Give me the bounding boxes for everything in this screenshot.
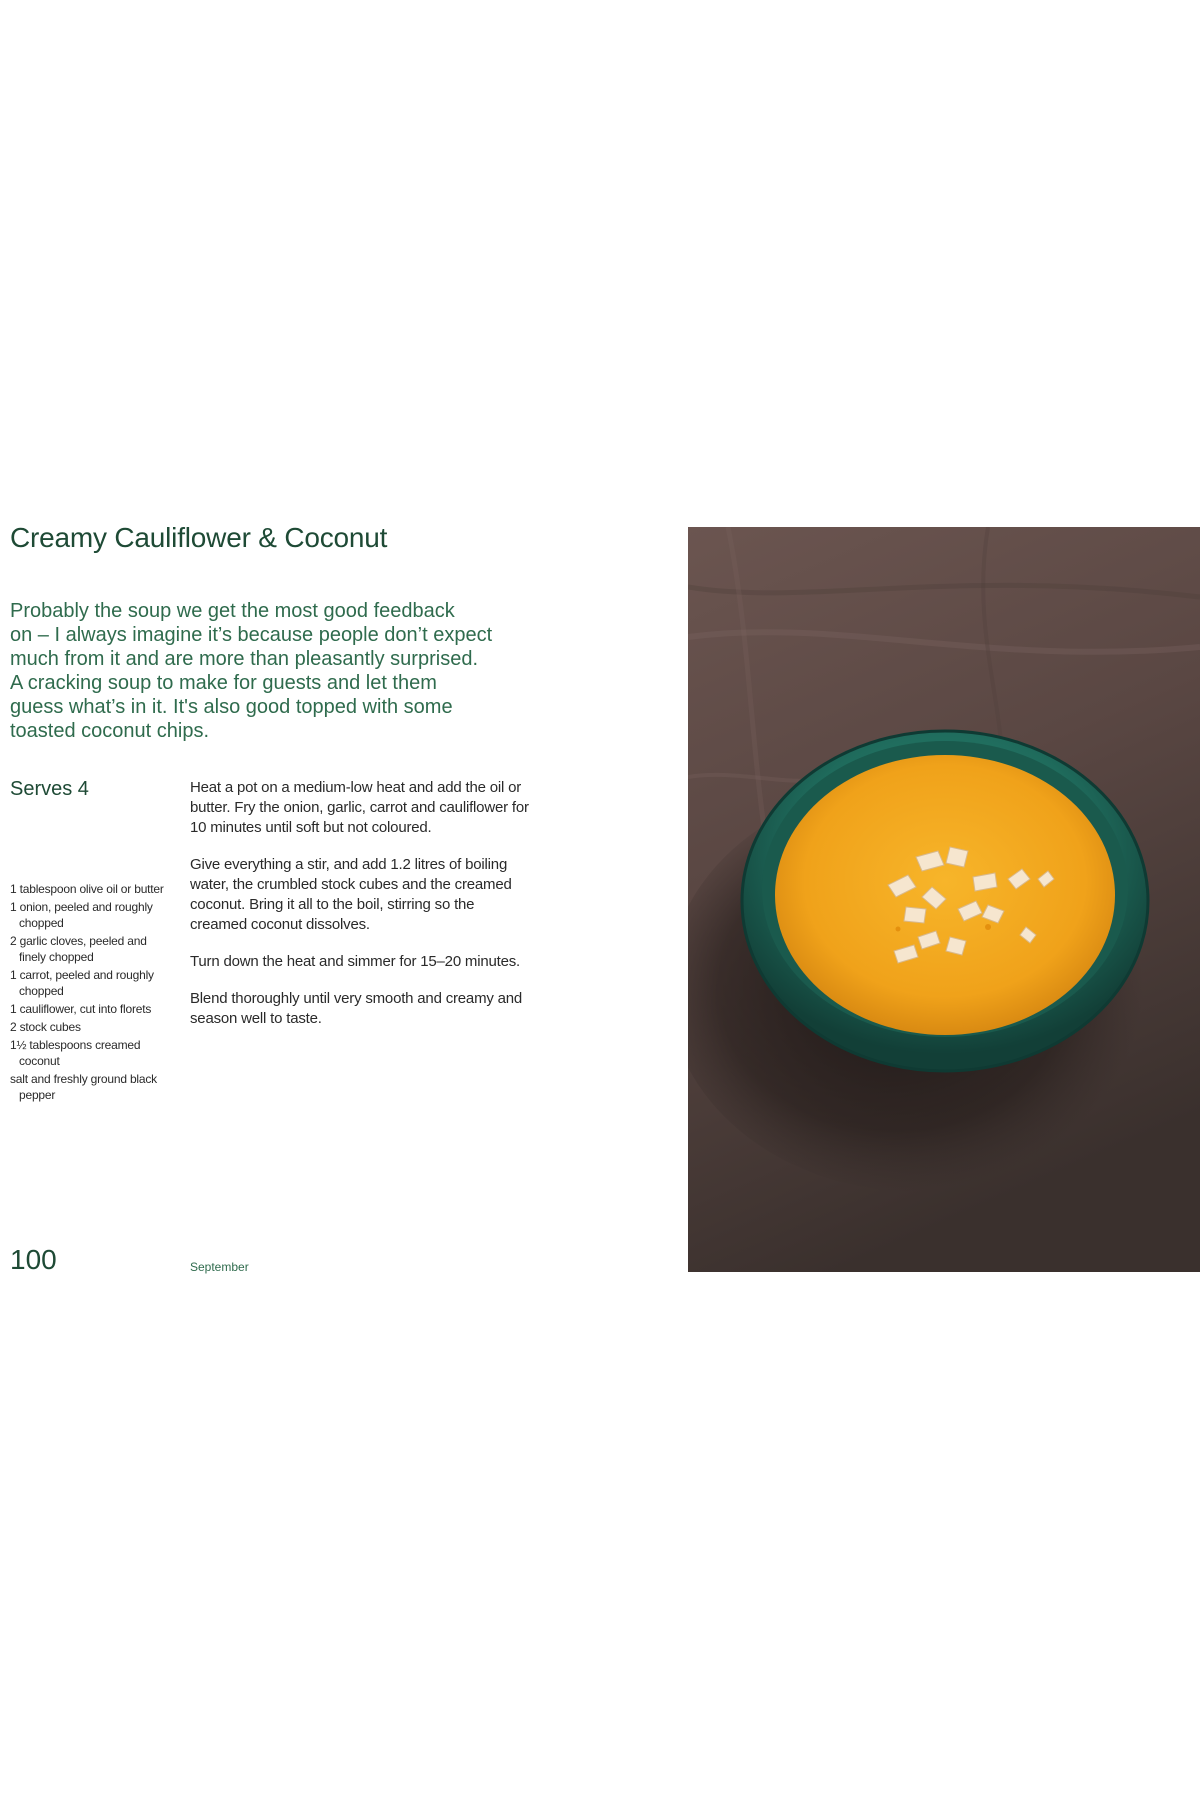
ingredient-item: 1 cauliflower, cut into florets xyxy=(10,1002,152,1016)
ingredient-item: salt and freshly ground black pepper xyxy=(10,1072,157,1102)
ingredient-list xyxy=(10,881,172,1105)
ingredient-item: 1 onion, peeled and roughly chopped xyxy=(10,900,153,930)
method-step: Blend thoroughly until very smooth and creamy and season well to taste. xyxy=(190,990,523,1027)
recipe-intro: Probably the soup we get the most good feedback on – I always imagine it’s because people don’t expect much from it and are more than pleasantly surprised. A cracking soup to make for guests and let them guess what’s in it. It's also good topped with some toasted coconut chips. xyxy=(10,600,493,742)
ingredient-item: 1 tablespoon olive oil or butter xyxy=(10,882,164,896)
serves-label: Serves 4 xyxy=(10,778,89,800)
method-step: Give everything a stir, and add 1.2 litres of boiling water, the crumbled stock cubes and the creamed coconut. Bring it all to the boil, stirring so the creamed coconut dissolves. xyxy=(190,856,512,933)
soup-bowl-illustration xyxy=(688,527,1200,1272)
method-steps xyxy=(190,778,530,1046)
ingredient-item: 2 stock cubes xyxy=(10,1020,81,1034)
ingredient-item: 1½ tablespoons creamed coconut xyxy=(10,1038,141,1068)
method-step: Turn down the heat and simmer for 15–20 minutes. xyxy=(190,953,521,970)
recipe-title: Creamy Cauliflower & Coconut xyxy=(10,522,388,553)
ingredient-item: 2 garlic cloves, peeled and finely chopped xyxy=(10,934,147,964)
running-head: September xyxy=(190,1260,249,1274)
ingredient-item: 1 carrot, peeled and roughly chopped xyxy=(10,968,154,998)
page-number: 100 xyxy=(10,1244,57,1275)
soup-photo xyxy=(688,527,1200,1272)
method-step: Heat a pot on a medium-low heat and add the oil or butter. Fry the onion, garlic, carrot and cauliflower for 10 minutes until soft but not coloured. xyxy=(190,779,529,836)
